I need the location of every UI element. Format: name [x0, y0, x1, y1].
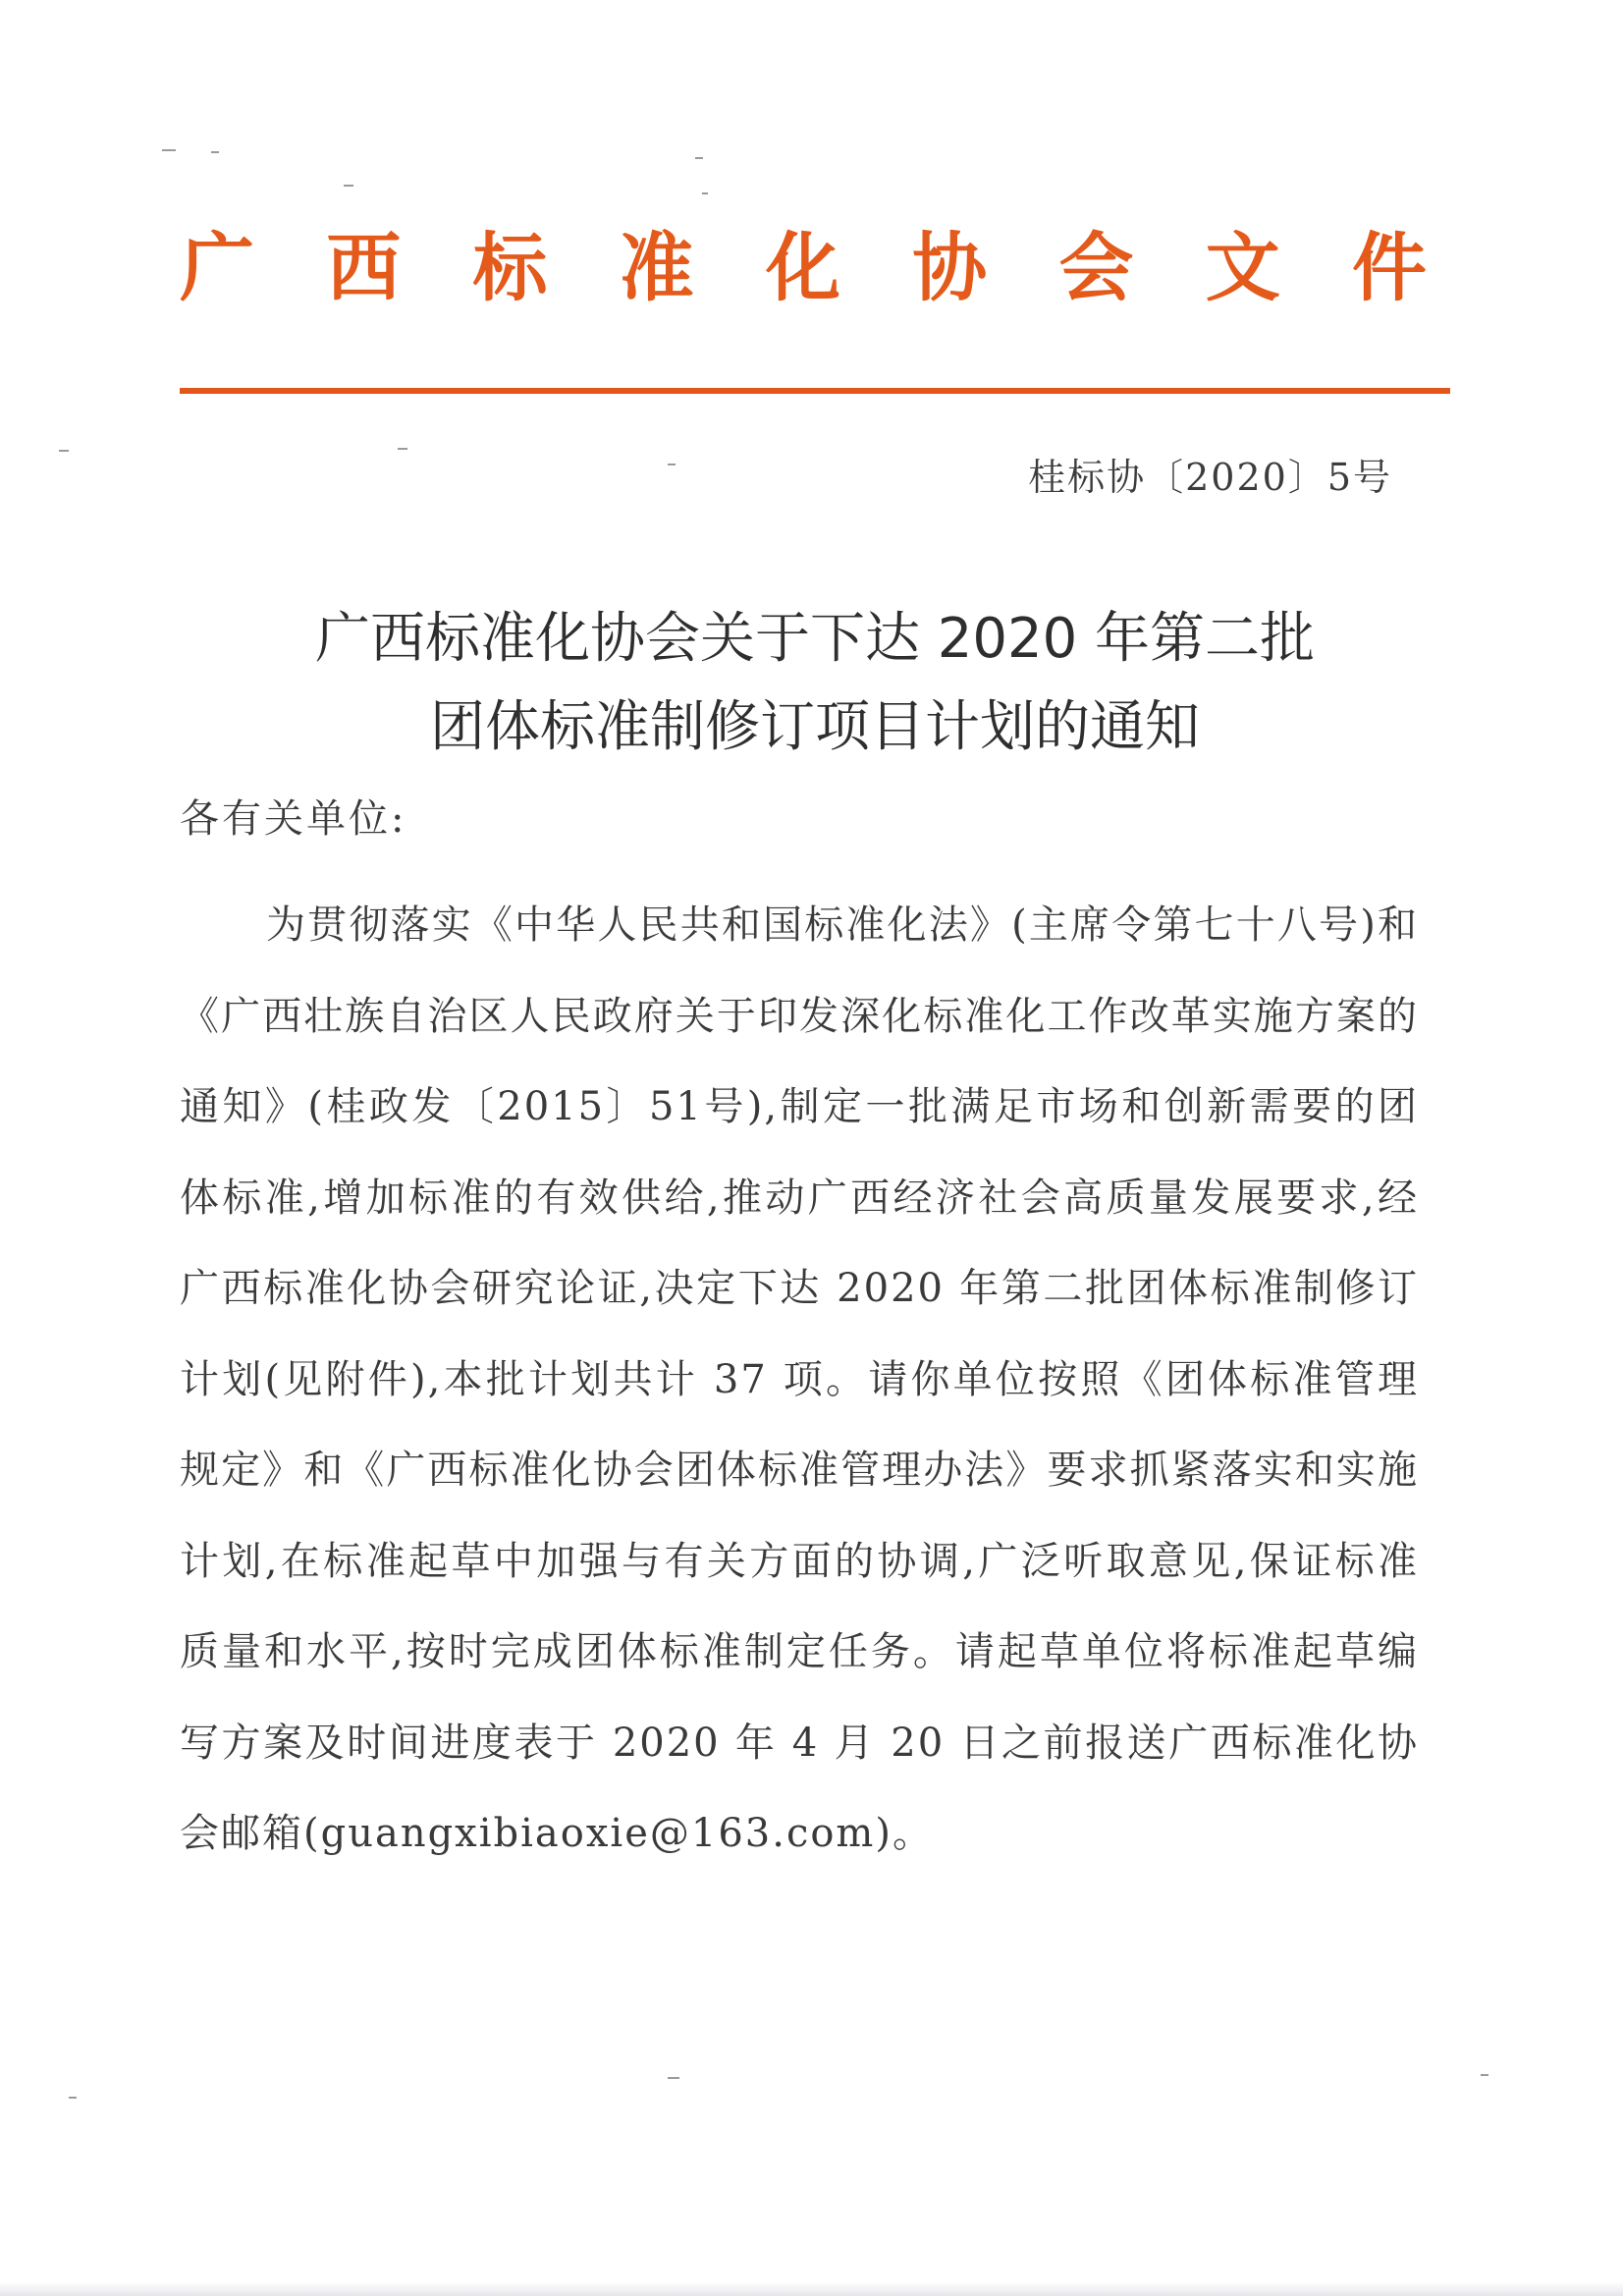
body-paragraph: 为贯彻落实《中华人民共和国标准化法》(主席令第七十八号)和《广西壮族自治区人民政府关于印发深化标准化工作改革实施方案的通知》(桂政发〔2015〕51号),制定一批满足市场和创新需要的团体标准,增加标准的有效供给,推动广西经济社会高质量发展要求,经广西标准化协会研究论证,决定下达 2020 年第二批团体标准制修订计划(见附件),本批计划共计 37 项。请你单位按照《团体标准管理规定》和《广西标准化协会团体标准管理办法》要求抓紧落实和实施计划,在标准起草中加强与有关方面的协调,广泛听取意见,保证标准质量和水平,按时完成团体标准制定任务。请起草单位将标准起草编写方案及时间进度表于 2020 年 4 月 20 日之前报送广西标准化协会邮箱(guangxibiaoxie@163.com)。: [180, 902, 1419, 1856]
scan-speck: [398, 448, 407, 450]
header-char: 文: [1205, 224, 1280, 311]
document-title-line-1: 广西标准化协会关于下达 2020 年第二批: [314, 607, 1316, 671]
scan-speck: [668, 2077, 679, 2079]
header-char: 准: [619, 224, 694, 311]
scan-speck: [702, 192, 708, 194]
header-char: 标: [472, 224, 548, 311]
scan-speck: [695, 157, 703, 159]
scan-speck: [59, 450, 69, 452]
scan-speck: [344, 185, 353, 187]
scan-bottom-edge: [0, 2282, 1623, 2296]
document-number: 桂标协〔2020〕5号: [1028, 456, 1392, 499]
header-char: 协: [912, 224, 988, 311]
scan-speck: [1481, 2074, 1488, 2076]
document-title-line-2: 团体标准制修订项目计划的通知: [430, 695, 1200, 759]
issuing-organization-header: [180, 221, 1427, 315]
header-char: 化: [766, 224, 840, 311]
header-divider: [180, 388, 1450, 394]
scan-speck: [69, 2097, 77, 2099]
scan-speck: [162, 149, 176, 151]
scan-speck: [211, 151, 219, 153]
scan-speck: [668, 464, 676, 465]
header-char: 会: [1058, 224, 1134, 311]
header-char: 件: [1352, 224, 1427, 311]
header-char: 广: [180, 224, 254, 311]
document-title: [180, 595, 1450, 772]
salutation: 各有关单位:: [180, 796, 407, 842]
header-char: 西: [326, 224, 402, 311]
